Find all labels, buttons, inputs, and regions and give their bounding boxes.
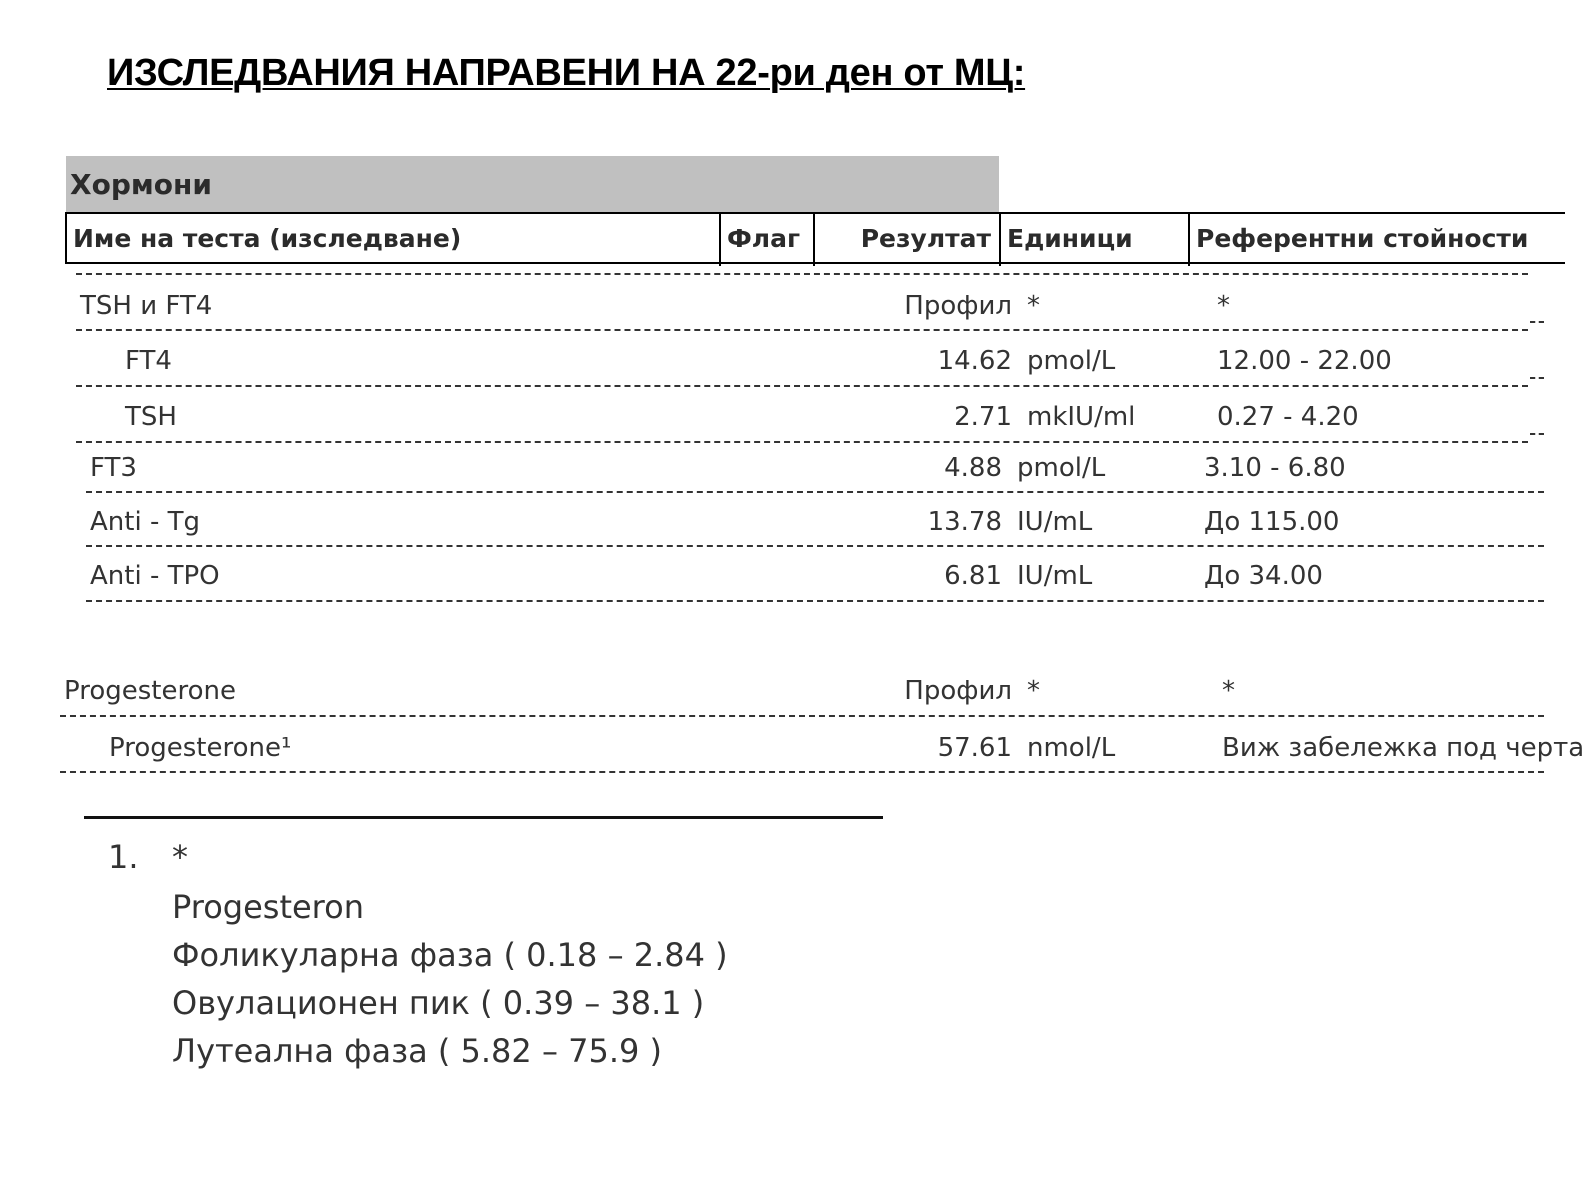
test-result: 4.88 bbox=[944, 453, 1002, 483]
table-header bbox=[65, 212, 1565, 264]
test-name: Progesterone bbox=[64, 676, 236, 706]
test-result: 57.61 bbox=[937, 733, 1012, 763]
test-name: TSH и FT4 bbox=[80, 291, 213, 321]
test-name: FT3 bbox=[90, 453, 137, 483]
header-units: Единици bbox=[1007, 224, 1133, 253]
footnote-line: Progesteron bbox=[172, 888, 364, 926]
row-separator bbox=[1530, 433, 1544, 435]
row-separator bbox=[86, 600, 1544, 602]
header-divider bbox=[719, 214, 721, 266]
test-units: * bbox=[1027, 291, 1040, 321]
footnote-line: Овулационен пик ( 0.39 – 38.1 ) bbox=[172, 984, 705, 1022]
test-reference: * bbox=[1217, 291, 1230, 321]
header-result: Резултат bbox=[860, 224, 991, 253]
test-result: 2.71 bbox=[954, 402, 1012, 432]
test-result: Профил bbox=[904, 676, 1012, 706]
header-reference: Референтни стойности bbox=[1196, 224, 1529, 253]
footnote-rule bbox=[84, 816, 883, 819]
test-name: TSH bbox=[125, 402, 177, 432]
row-separator bbox=[1530, 321, 1544, 323]
footnote-line: Лутеална фаза ( 5.82 – 75.9 ) bbox=[172, 1032, 663, 1070]
section-title: Хормони bbox=[70, 168, 212, 201]
header-divider bbox=[999, 214, 1001, 266]
header-divider bbox=[1188, 214, 1190, 266]
row-separator bbox=[1530, 377, 1544, 379]
test-units: mkIU/ml bbox=[1027, 402, 1136, 432]
row-separator bbox=[76, 329, 1528, 331]
row-separator bbox=[76, 385, 1528, 387]
test-reference: 0.27 - 4.20 bbox=[1217, 402, 1359, 432]
row-separator bbox=[60, 715, 1544, 717]
test-name: Progesterone¹ bbox=[109, 733, 292, 763]
test-name: FT4 bbox=[125, 346, 172, 376]
row-separator bbox=[86, 545, 1544, 547]
footnote-marker: * bbox=[172, 838, 188, 876]
test-units: nmol/L bbox=[1027, 733, 1116, 763]
page-title: ИЗСЛЕДВАНИЯ НАПРАВЕНИ НА 22-ри ден от МЦ: bbox=[107, 52, 1026, 94]
test-result: 6.81 bbox=[944, 561, 1002, 591]
row-separator bbox=[76, 441, 1528, 443]
test-result: Профил bbox=[904, 291, 1012, 321]
test-result: 13.78 bbox=[927, 507, 1002, 537]
footnote-number: 1. bbox=[108, 838, 139, 876]
row-separator bbox=[76, 273, 1528, 275]
test-name: Anti - TPO bbox=[90, 561, 220, 591]
test-reference: * bbox=[1222, 676, 1235, 706]
row-separator bbox=[60, 771, 1544, 773]
test-reference: До 115.00 bbox=[1204, 507, 1340, 537]
test-units: IU/mL bbox=[1017, 507, 1093, 537]
test-reference: 3.10 - 6.80 bbox=[1204, 453, 1346, 483]
footnote-line: Фоликуларна фаза ( 0.18 – 2.84 ) bbox=[172, 936, 728, 974]
row-separator bbox=[86, 491, 1544, 493]
test-name: Anti - Tg bbox=[90, 507, 200, 537]
test-reference: Виж забележка под черта bbox=[1222, 733, 1584, 763]
header-name: Име на теста (изследване) bbox=[73, 224, 462, 253]
test-units: * bbox=[1027, 676, 1040, 706]
test-units: pmol/L bbox=[1027, 346, 1116, 376]
test-units: pmol/L bbox=[1017, 453, 1106, 483]
test-reference: До 34.00 bbox=[1204, 561, 1323, 591]
test-result: 14.62 bbox=[937, 346, 1012, 376]
test-reference: 12.00 - 22.00 bbox=[1217, 346, 1392, 376]
header-flag: Флаг bbox=[727, 224, 801, 253]
test-units: IU/mL bbox=[1017, 561, 1093, 591]
